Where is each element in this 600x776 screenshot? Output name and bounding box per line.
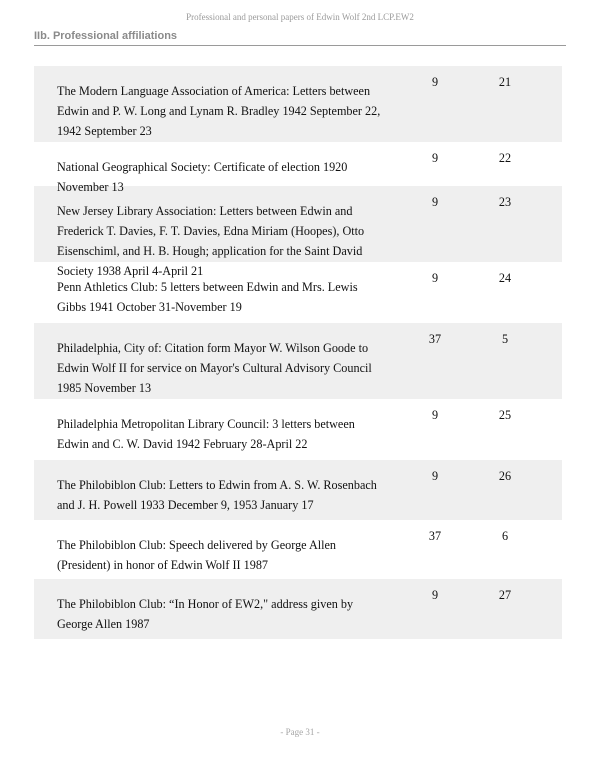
row-folder-number: 25 xyxy=(498,408,512,422)
row-folder-number: 24 xyxy=(498,271,512,285)
section-divider xyxy=(34,45,566,46)
row-description: Penn Athletics Club: 5 letters between Edwin and Mrs. Lewis Gibbs 1941 October 31-November 19 xyxy=(57,280,358,314)
table-row xyxy=(34,579,562,639)
table-row xyxy=(34,520,562,579)
finding-aid-table xyxy=(34,66,562,639)
row-box-number: 9 xyxy=(431,195,439,209)
row-box-number: 9 xyxy=(431,588,439,602)
table-row xyxy=(34,399,562,460)
row-box-number: 9 xyxy=(431,271,439,285)
row-description: Philadelphia, City of: Citation form Mayor W. Wilson Goode to Edwin Wolf II for service on Mayor's Cultural Advisory Council 1985 November 13 xyxy=(57,341,372,395)
table-row xyxy=(34,262,562,323)
row-description: New Jersey Library Association: Letters between Edwin and Frederick T. Davies, F. T. Davies, Edna Miriam (Hoopes), Otto Eisenschiml, and H. B. Hough; application for the Saint David Society 1938 April 4-April 21 xyxy=(57,204,365,278)
row-box-number: 9 xyxy=(431,469,439,483)
table-row xyxy=(34,460,562,520)
row-description: Philadelphia Metropolitan Library Council: 3 letters between Edwin and C. W. David 1942 February 28-April 22 xyxy=(57,417,355,451)
section-title: IIb. Professional affiliations xyxy=(34,30,178,42)
row-box-number: 37 xyxy=(428,529,442,543)
row-box-number: 9 xyxy=(431,151,439,165)
row-box-number: 37 xyxy=(428,332,442,346)
row-box-number: 9 xyxy=(431,408,439,422)
table-row xyxy=(34,66,562,142)
row-folder-number: 23 xyxy=(498,195,512,209)
page-number: - Page 31 - xyxy=(280,727,320,737)
row-folder-number: 5 xyxy=(501,332,509,346)
row-description: The Philobiblon Club: Speech delivered by George Allen (President) in honor of Edwin Wolf II 1987 xyxy=(57,538,337,572)
row-description: The Modern Language Association of America: Letters between Edwin and P. W. Long and Lynam R. Bradley 1942 September 22, 1942 September 23 xyxy=(57,84,381,138)
row-description: National Geographical Society: Certificate of election 1920 November 13 xyxy=(57,160,348,194)
running-header: Professional and personal papers of Edwin Wolf 2nd LCP.EW2 xyxy=(186,12,414,22)
row-folder-number: 22 xyxy=(498,151,512,165)
table-row xyxy=(34,142,562,194)
row-folder-number: 27 xyxy=(498,588,512,602)
row-folder-number: 21 xyxy=(498,75,512,89)
table-row xyxy=(34,323,562,399)
row-description: The Philobiblon Club: “In Honor of EW2," address given by George Allen 1987 xyxy=(57,597,354,631)
row-folder-number: 6 xyxy=(501,529,509,543)
row-box-number: 9 xyxy=(431,75,439,89)
row-description: The Philobiblon Club: Letters to Edwin from A. S. W. Rosenbach and J. H. Powell 1933 December 9, 1953 January 17 xyxy=(57,478,377,512)
row-folder-number: 26 xyxy=(498,469,512,483)
